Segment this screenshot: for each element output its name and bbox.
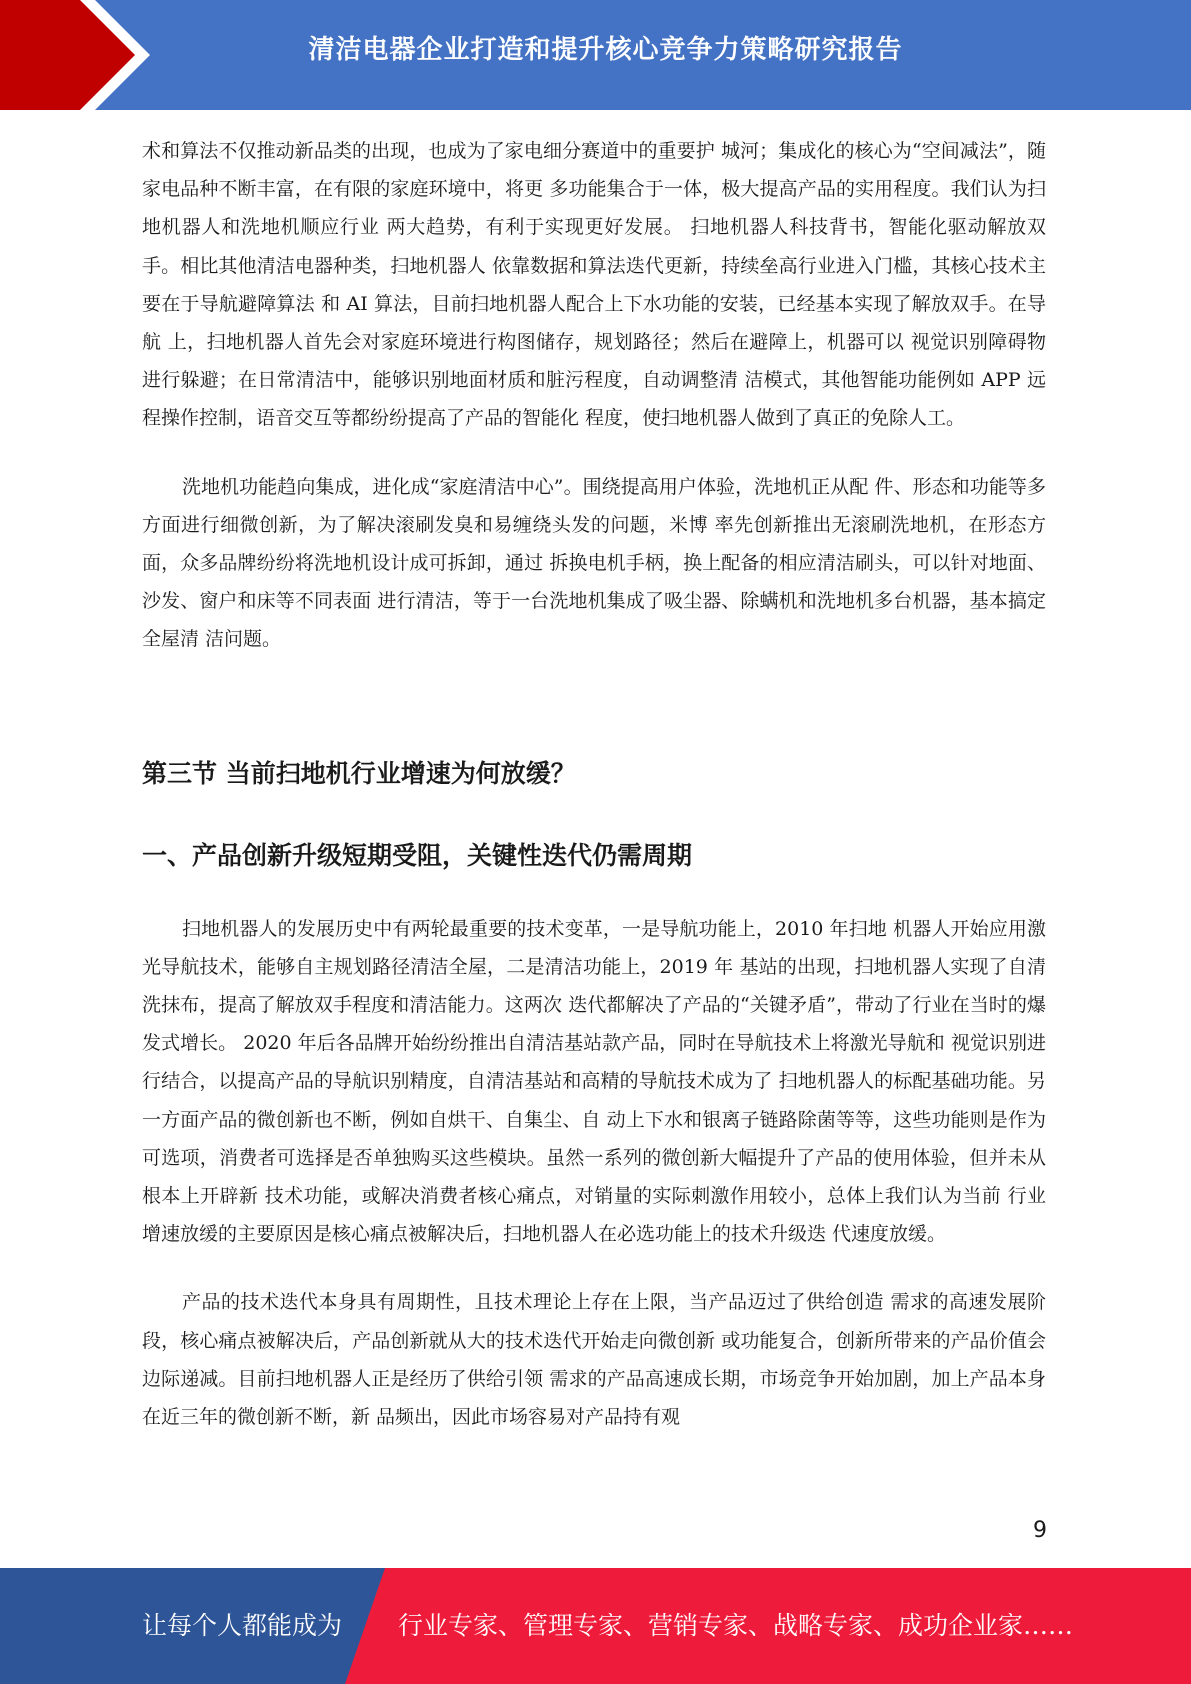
footer-slogan-left: 让每个人都能成为 (142, 1611, 343, 1640)
page-number: 9 (1033, 1518, 1047, 1543)
body-paragraph-3: 扫地机器人的发展历史中有两轮最重要的技术变革，一是导航功能上，2010 年扫地 机器人开始应用激光导航技术，能够自主规划路径清洁全屋，二是清洁功能上，2019 年 基站的出现，扫地机器人实现了自清洗抹布，提高了解放双手程度和清洁能力。这两次 迭代都解决了产品的“关键矛盾”，带动了行业在当时的爆发式增长。 2020 年后各品牌开始纷纷推出自清洁基站款产品，同时在导航技术上将激光导航和 视觉识别进行结合，以提高产品的导航识别精度，自清洁基站和高精的导航技术成为了 扫地机器人的标配基础功能。另一方面产品的微创新也不断，例如自烘干、自集尘、自 动上下水和银离子链路除菌等等，这些功能则是作为可选项，消费者可选择是否单独购买这些模块。虽然一系列的微创新大幅提升了产品的使用体验，但并未从根本上开辟新 技术功能，或解决消费者核心痛点，对销量的实际刺激作用较小，总体上我们认为当前 行业增速放缓的主要原因是核心痛点被解决后，扫地机器人在必选功能上的技术升级迭 代速度放缓。 (142, 917, 1046, 1246)
body-paragraph-2: 洗地机功能趋向集成，进化成“家庭清洁中心”。围绕提高用户体验，洗地机正从配 件、形态和功能等多方面进行细微创新，为了解决滚刷发臭和易缠绕头发的问题，米博 率先创新推出无滚刷洗地机，在形态方面，众多品牌纷纷将洗地机设计成可拆卸，通过 拆换电机手柄，换上配备的相应清洁刷头，可以针对地面、沙发、窗户和床等不同表面 进行清洁，等于一台洗地机集成了吸尘器、除螨机和洗地机多台机器，基本搞定全屋清 洁问题。 (142, 475, 1046, 651)
page-header (0, 0, 1191, 110)
main-content (142, 132, 1046, 1436)
section-heading: 第三节 当前扫地机行业增速为何放缓？ (142, 758, 576, 788)
footer-slogan-right: 行业专家、管理专家、营销专家、战略专家、成功企业家…… (398, 1611, 1074, 1640)
page-footer (0, 1568, 1191, 1684)
body-paragraph-4: 产品的技术迭代本身具有周期性，且技术理论上存在上限，当产品迈过了供给创造 需求的高速发展阶段，核心痛点被解决后，产品创新就从大的技术迭代开始走向微创新 或功能复合，创新所带来的产品价值会边际递减。目前扫地机器人正是经历了供给引领 需求的产品高速成长期，市场竞争开始加剧，加上产品本身在近三年的微创新不断，新 品频出，因此市场容易对产品持有观 (142, 1291, 1046, 1429)
body-paragraph-1: 术和算法不仅推动新品类的出现，也成为了家电细分赛道中的重要护 城河；集成化的核心为“空间减法”，随家电品种不断丰富，在有限的家庭环境中，将更 多功能集合于一体，极大提高产品的实用程度。我们认为扫地机器人和洗地机顺应行业 两大趋势，有利于实现更好发展。 扫地机器人科技背书，智能化驱动解放双手。相比其他清洁电器种类，扫地机器人 依靠数据和算法迭代更新，持续垒高行业进入门槛，其核心技术主要在于导航避障算法 和 AI 算法，目前扫地机器人配合上下水功能的安装，已经基本实现了解放双手。在导航 上，扫地机器人首先会对家庭环境进行构图储存，规划路径；然后在避障上，机器可以 视觉识别障碍物进行躲避；在日常清洁中，能够识别地面材质和脏污程度，自动调整清 洁模式，其他智能功能例如 APP 远程操作控制，语音交互等都纷纷提高了产品的智能化 程度，使扫地机器人做到了真正的免除人工。 (142, 140, 1046, 430)
sub-heading: 一、产品创新升级短期受阻，关键性迭代仍需周期 (142, 840, 693, 870)
report-title: 清洁电器企业打造和提升核心竞争力策略研究报告 (308, 35, 903, 65)
